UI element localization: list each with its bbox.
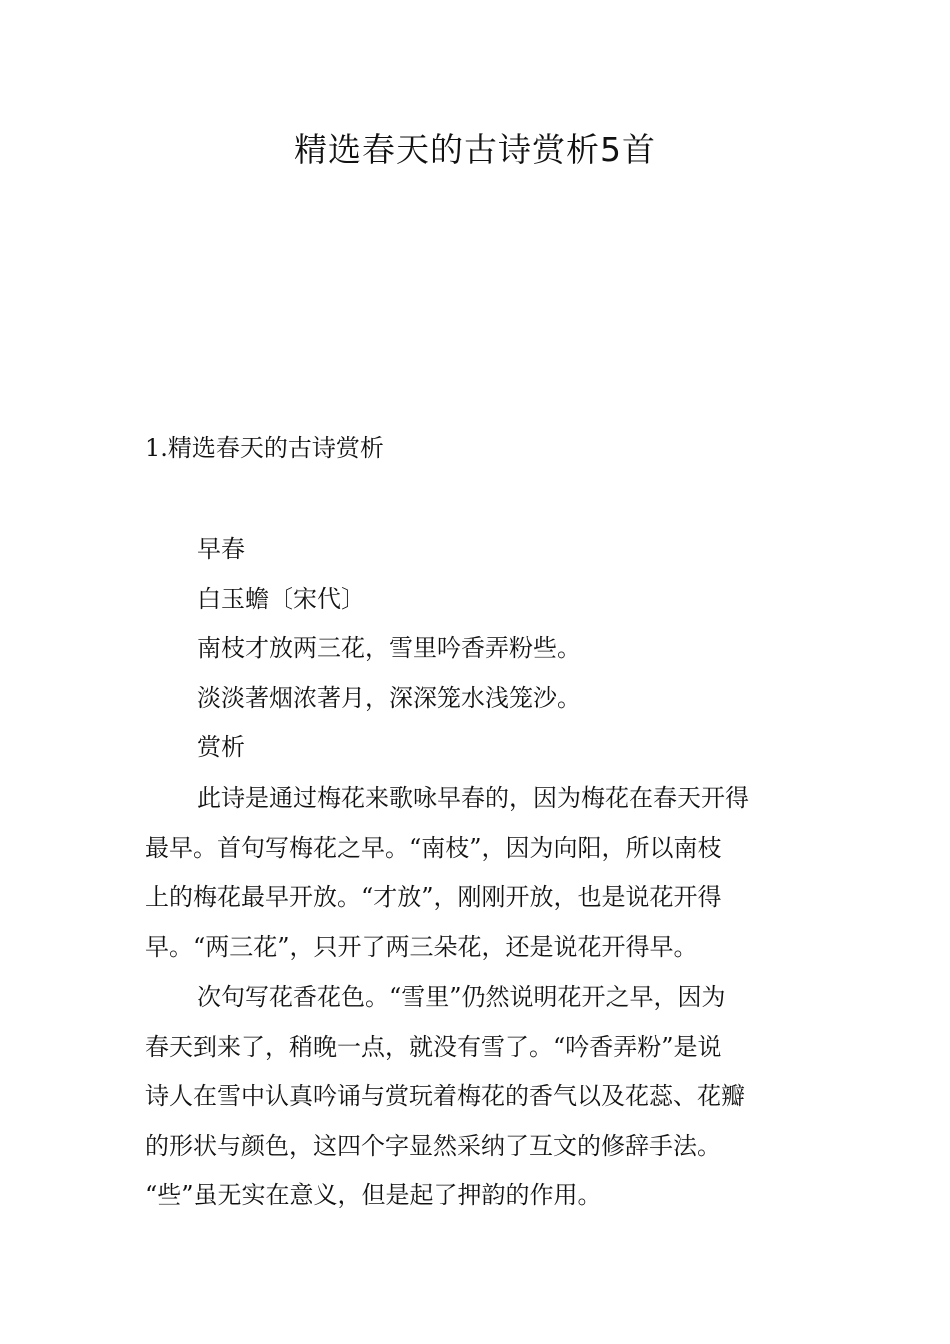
appreciation-paragraph — [145, 774, 805, 972]
poem-line: 南枝才放两三花，雪里吟香弄粉些。 — [197, 634, 581, 663]
paragraph-line: 最早。首句写梅花之早。“南枝”，因为向阳，所以南枝 — [145, 833, 722, 862]
paragraph-line: 春天到来了，稍晚一点，就没有雪了。“吟香弄粉”是说 — [145, 1032, 722, 1061]
paragraph-line: 的形状与颜色，这四个字显然采纳了互文的修辞手法。 — [145, 1131, 721, 1160]
appreciation-paragraph — [145, 973, 805, 1221]
paragraph-line: “些”虽无实在意义，但是起了押韵的作用。 — [145, 1181, 602, 1210]
appreciation-label: 赏析 — [197, 733, 245, 762]
paragraph-line: 上的梅花最早开放。“才放”，刚刚开放，也是说花开得 — [145, 883, 722, 912]
paragraph-line: 诗人在雪中认真吟诵与赏玩着梅花的香气以及花蕊、花瓣 — [145, 1082, 745, 1111]
document-title: 精选春天的古诗赏析5首 — [294, 130, 656, 169]
paragraph-line: 此诗是通过梅花来歌咏早春的，因为梅花在春天开得 — [197, 784, 749, 812]
poem-line: 淡淡著烟浓著月，深深笼水浅笼沙。 — [197, 683, 581, 712]
paragraph-line: 次句写花香花色。“雪里”仍然说明花开之早，因为 — [197, 983, 726, 1011]
poem-author: 白玉蟾〔宋代〕 — [197, 584, 365, 613]
paragraph-line: 早。“两三花”，只开了两三朵花，还是说花开得早。 — [145, 932, 698, 961]
poem-block — [145, 525, 805, 773]
section-heading: 1.精选春天的古诗赏析 — [145, 434, 384, 462]
poem-title: 早春 — [197, 535, 245, 563]
